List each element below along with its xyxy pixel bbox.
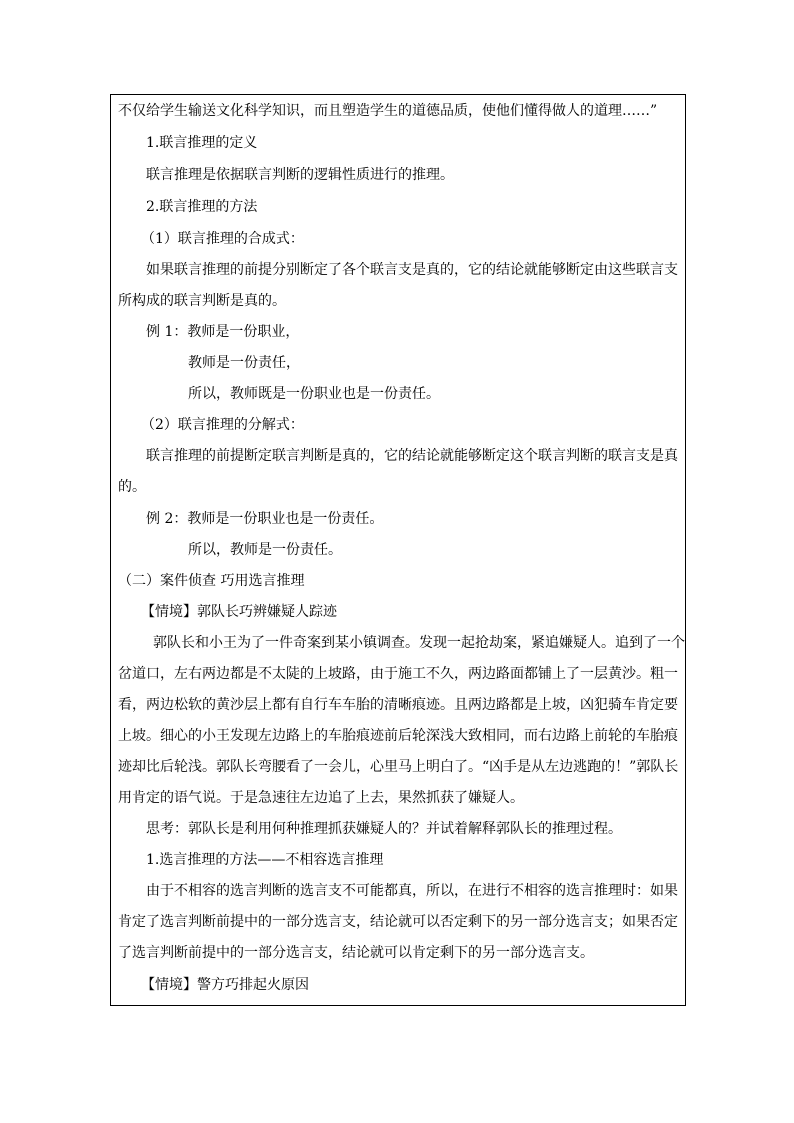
text-line: 郭队长和小王为了一件奇案到某小镇调查。发现一起抢劫案，紧追嫌疑人。追到了一个: [153, 635, 685, 651]
text-line: 了选言判断前提中的一部分选言支，结论就可以肯定剩下的另一部分选言支。: [118, 945, 594, 961]
example-line: 教师是一份责任，: [188, 355, 300, 371]
scenario-heading: 【情境】郭队长巧辨嫌疑人踪迹: [141, 604, 337, 620]
example-line: 例 2：教师是一份职业也是一份责任。: [146, 511, 384, 527]
text-line: 不仅给学生输送文化科学知识，而且塑造学生的道德品质，使他们懂得做人的道理……”: [118, 103, 658, 119]
text-line: 肯定了选言判断前提中的一部分选言支，结论就可以否定剩下的另一部分选言支；如果否定: [118, 914, 678, 930]
example-line: 例 1：教师是一份职业，: [146, 324, 300, 340]
text-line: 如果联言推理的前提分别断定了各个联言支是真的，它的结论就能够断定由这些联言支: [146, 262, 678, 278]
text-line: 岔道口，左右两边都是不太陡的上坡路，由于施工不久，两边路面都铺上了一层黄沙。粗一: [118, 666, 678, 682]
question-line: 思考：郭队长是利用何种推理抓获嫌疑人的？并试着解释郭队长的推理过程。: [146, 821, 622, 837]
scenario-heading: 【情境】警方巧排起火原因: [141, 977, 309, 993]
text-line: 看，两边松软的黄沙层上都有自行车车胎的清晰痕迹。且两边路都是上坡，凶犯骑车肯定要: [118, 697, 678, 713]
section-heading: 2.联言推理的方法: [146, 199, 258, 215]
text-line: 用肯定的语气说。于是急速往左边追了上去，果然抓获了嫌疑人。: [118, 790, 524, 806]
content-table-cell: [110, 94, 686, 1006]
section-heading: （二）案件侦查 巧用选言推理: [118, 573, 305, 589]
text-line: 由于不相容的选言判断的选言支不可能都真，所以，在进行不相容的选言推理时：如果: [146, 883, 678, 899]
subsection-heading: （2）联言推理的分解式：: [141, 417, 304, 433]
section-heading: 1.联言推理的定义: [146, 135, 258, 151]
text-line: 联言推理的前提断定联言判断是真的，它的结论就能够断定这个联言判断的联言支是真: [146, 448, 678, 464]
text-line: 迹却比后轮浅。郭队长弯腰看了一会儿，心里马上明白了。“凶手是从左边逃跑的！”郭队长: [118, 759, 679, 775]
section-heading: 1.选言推理的方法——不相容选言推理: [146, 852, 384, 868]
text-line: 上坡。细心的小王发现左边路上的车胎痕迹前后轮深浅大致相同，而右边路上前轮的车胎痕: [118, 728, 678, 744]
example-line: 所以，教师是一份责任。: [188, 542, 342, 558]
text-line: 所构成的联言判断是真的。: [118, 293, 286, 309]
subsection-heading: （1）联言推理的合成式：: [141, 231, 304, 247]
text-line: 的。: [118, 479, 146, 495]
example-line: 所以，教师既是一份职业也是一份责任。: [188, 386, 440, 402]
text-line: 联言推理是依据联言判断的逻辑性质进行的推理。: [146, 167, 454, 183]
